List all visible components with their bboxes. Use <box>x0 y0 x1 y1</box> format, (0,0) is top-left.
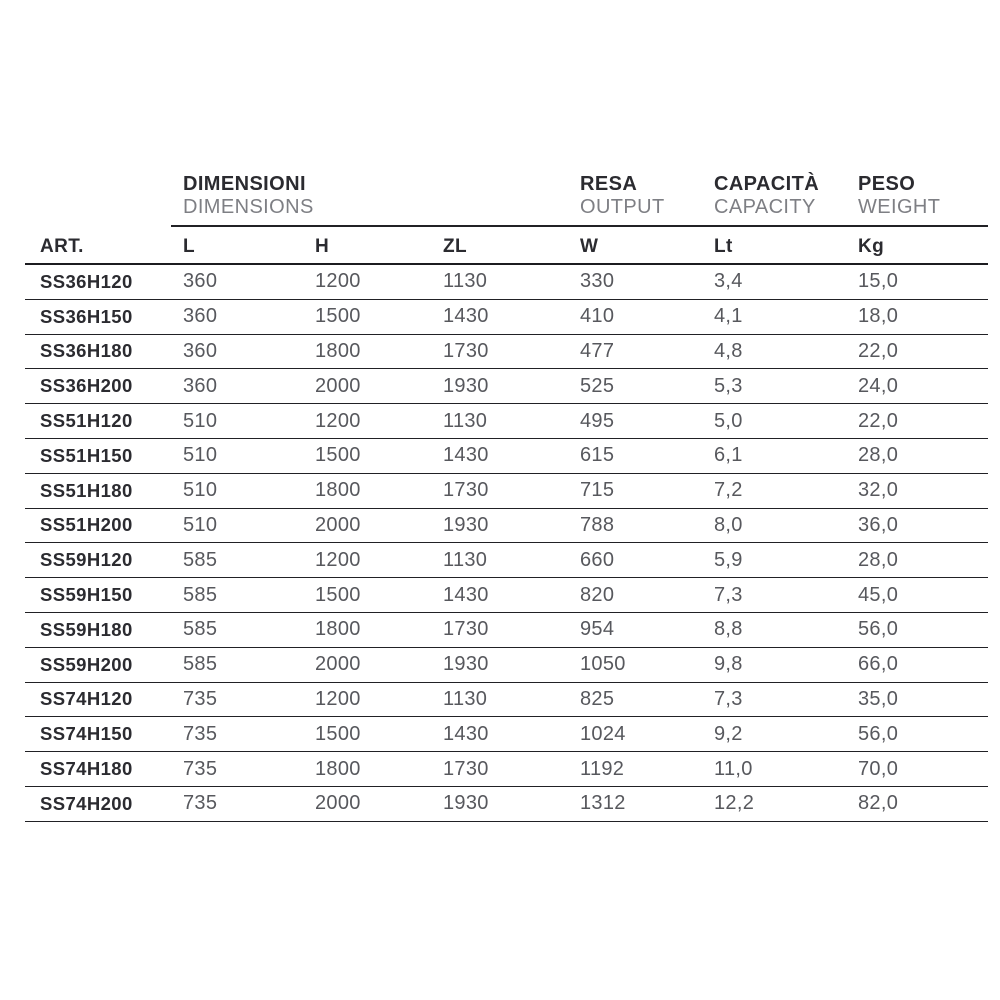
capacity-cell: 5,3 <box>714 374 743 397</box>
column-header-zl: ZL <box>443 236 468 257</box>
zl-cell: 1730 <box>443 339 489 362</box>
zl-cell: 1730 <box>443 757 489 780</box>
length-cell: 360 <box>183 339 218 362</box>
length-cell: 585 <box>183 548 218 571</box>
table-row <box>25 265 988 300</box>
length-cell: 735 <box>183 757 218 780</box>
height-cell: 2000 <box>315 513 361 536</box>
table-group-header-row <box>25 172 988 219</box>
capacity-cell: 9,2 <box>714 722 743 745</box>
zl-cell: 1730 <box>443 618 489 641</box>
weight-cell: 22,0 <box>858 409 899 432</box>
zl-cell: 1930 <box>443 792 489 815</box>
art-code-cell: SS51H180 <box>40 479 133 501</box>
capacity-cell: 5,0 <box>714 409 743 432</box>
table-row <box>25 613 988 648</box>
capacity-cell: 5,9 <box>714 548 743 571</box>
art-code-cell: SS36H180 <box>40 340 133 362</box>
height-cell: 1500 <box>315 583 361 606</box>
weight-cell: 24,0 <box>858 374 899 397</box>
table-row <box>25 543 988 578</box>
height-cell: 1500 <box>315 444 361 467</box>
art-code-cell: SS74H120 <box>40 688 133 710</box>
height-cell: 1200 <box>315 409 361 432</box>
zl-cell: 1430 <box>443 583 489 606</box>
group-title-resa: RESA <box>580 173 638 195</box>
art-code-cell: SS74H150 <box>40 723 133 745</box>
zl-cell: 1930 <box>443 513 489 536</box>
zl-cell: 1730 <box>443 479 489 502</box>
height-cell: 1200 <box>315 687 361 710</box>
column-header-lt: Lt <box>714 236 733 257</box>
capacity-cell: 7,2 <box>714 479 743 502</box>
column-header-l: L <box>183 236 196 257</box>
height-cell: 2000 <box>315 374 361 397</box>
length-cell: 510 <box>183 444 218 467</box>
group-header-weight <box>858 173 988 219</box>
height-cell: 1800 <box>315 479 361 502</box>
length-cell: 360 <box>183 374 218 397</box>
length-cell: 510 <box>183 513 218 536</box>
length-cell: 510 <box>183 479 218 502</box>
output-cell: 825 <box>580 687 615 710</box>
height-cell: 1800 <box>315 618 361 641</box>
capacity-cell: 8,0 <box>714 513 743 536</box>
zl-cell: 1930 <box>443 653 489 676</box>
output-cell: 410 <box>580 305 615 328</box>
group-header-capacity <box>714 173 858 219</box>
table-row <box>25 648 988 683</box>
height-cell: 1500 <box>315 722 361 745</box>
art-code-cell: SS51H150 <box>40 444 133 466</box>
table-row <box>25 683 988 718</box>
output-cell: 477 <box>580 339 615 362</box>
output-cell: 1050 <box>580 653 626 676</box>
capacity-cell: 4,8 <box>714 339 743 362</box>
column-header-art: ART. <box>40 236 84 257</box>
weight-cell: 18,0 <box>858 305 899 328</box>
output-cell: 615 <box>580 444 615 467</box>
height-cell: 1200 <box>315 548 361 571</box>
table-column-header-row <box>25 227 988 265</box>
height-cell: 1800 <box>315 757 361 780</box>
table-row <box>25 300 988 335</box>
weight-cell: 45,0 <box>858 583 899 606</box>
column-header-kg: Kg <box>858 236 885 257</box>
capacity-cell: 8,8 <box>714 618 743 641</box>
length-cell: 510 <box>183 409 218 432</box>
height-cell: 2000 <box>315 653 361 676</box>
weight-cell: 15,0 <box>858 270 899 293</box>
length-cell: 735 <box>183 687 218 710</box>
group-subtitle-output: OUTPUT <box>580 196 665 218</box>
length-cell: 735 <box>183 722 218 745</box>
table-row <box>25 509 988 544</box>
table-row <box>25 474 988 509</box>
capacity-cell: 7,3 <box>714 583 743 606</box>
table-row <box>25 787 988 822</box>
output-cell: 788 <box>580 513 615 536</box>
weight-cell: 28,0 <box>858 444 899 467</box>
group-title-peso: PESO <box>858 173 916 195</box>
length-cell: 585 <box>183 653 218 676</box>
column-header-w: W <box>580 236 599 257</box>
capacity-cell: 4,1 <box>714 305 743 328</box>
weight-cell: 35,0 <box>858 687 899 710</box>
zl-cell: 1130 <box>443 270 488 293</box>
art-code-cell: SS51H120 <box>40 410 133 432</box>
table-row <box>25 752 988 787</box>
output-cell: 330 <box>580 270 615 293</box>
length-cell: 360 <box>183 270 218 293</box>
group-title-capacita: CAPACITÀ <box>714 173 820 195</box>
capacity-cell: 3,4 <box>714 270 743 293</box>
group-subtitle-dimensions: DIMENSIONS <box>183 196 314 218</box>
height-cell: 1200 <box>315 270 361 293</box>
height-cell: 2000 <box>315 792 361 815</box>
weight-cell: 56,0 <box>858 618 899 641</box>
capacity-cell: 9,8 <box>714 653 743 676</box>
group-header-output <box>580 173 714 219</box>
table-row <box>25 439 988 474</box>
zl-cell: 1930 <box>443 374 489 397</box>
output-cell: 495 <box>580 409 615 432</box>
output-cell: 1192 <box>580 757 625 780</box>
art-code-cell: SS36H150 <box>40 305 133 327</box>
group-header-dimensions <box>183 173 580 219</box>
art-code-cell: SS74H180 <box>40 758 133 780</box>
output-cell: 1024 <box>580 722 626 745</box>
capacity-cell: 7,3 <box>714 687 743 710</box>
length-cell: 585 <box>183 583 218 606</box>
zl-cell: 1130 <box>443 687 488 710</box>
output-cell: 954 <box>580 618 615 641</box>
table-row <box>25 404 988 439</box>
art-code-cell: SS59H180 <box>40 618 133 640</box>
weight-cell: 22,0 <box>858 339 899 362</box>
group-subtitle-capacity: CAPACITY <box>714 196 816 218</box>
capacity-cell: 11,0 <box>714 757 753 780</box>
output-cell: 715 <box>580 479 615 502</box>
art-code-cell: SS59H200 <box>40 653 133 675</box>
height-cell: 1800 <box>315 339 361 362</box>
art-code-cell: SS59H150 <box>40 584 133 606</box>
capacity-cell: 6,1 <box>714 444 743 467</box>
art-code-cell: SS74H200 <box>40 792 133 814</box>
art-code-cell: SS36H120 <box>40 270 133 292</box>
output-cell: 660 <box>580 548 615 571</box>
art-code-cell: SS59H120 <box>40 549 133 571</box>
zl-cell: 1430 <box>443 305 489 328</box>
zl-cell: 1430 <box>443 722 489 745</box>
weight-cell: 66,0 <box>858 653 899 676</box>
weight-cell: 56,0 <box>858 722 899 745</box>
weight-cell: 32,0 <box>858 479 899 502</box>
length-cell: 735 <box>183 792 218 815</box>
group-title-dimensioni: DIMENSIONI <box>183 173 306 195</box>
length-cell: 360 <box>183 305 218 328</box>
table-body <box>25 265 988 822</box>
table-row <box>25 717 988 752</box>
output-cell: 820 <box>580 583 615 606</box>
table-row <box>25 369 988 404</box>
output-cell: 1312 <box>580 792 626 815</box>
art-code-cell: SS51H200 <box>40 514 133 536</box>
capacity-cell: 12,2 <box>714 792 755 815</box>
column-header-h: H <box>315 236 330 257</box>
weight-cell: 28,0 <box>858 548 899 571</box>
weight-cell: 36,0 <box>858 513 899 536</box>
weight-cell: 70,0 <box>858 757 899 780</box>
output-cell: 525 <box>580 374 615 397</box>
zl-cell: 1130 <box>443 548 488 571</box>
spec-table <box>25 172 988 822</box>
zl-cell: 1130 <box>443 409 488 432</box>
table-row <box>25 335 988 370</box>
height-cell: 1500 <box>315 305 361 328</box>
weight-cell: 82,0 <box>858 792 899 815</box>
art-code-cell: SS36H200 <box>40 375 133 397</box>
zl-cell: 1430 <box>443 444 489 467</box>
length-cell: 585 <box>183 618 218 641</box>
group-subtitle-weight: WEIGHT <box>858 196 941 218</box>
table-row <box>25 578 988 613</box>
